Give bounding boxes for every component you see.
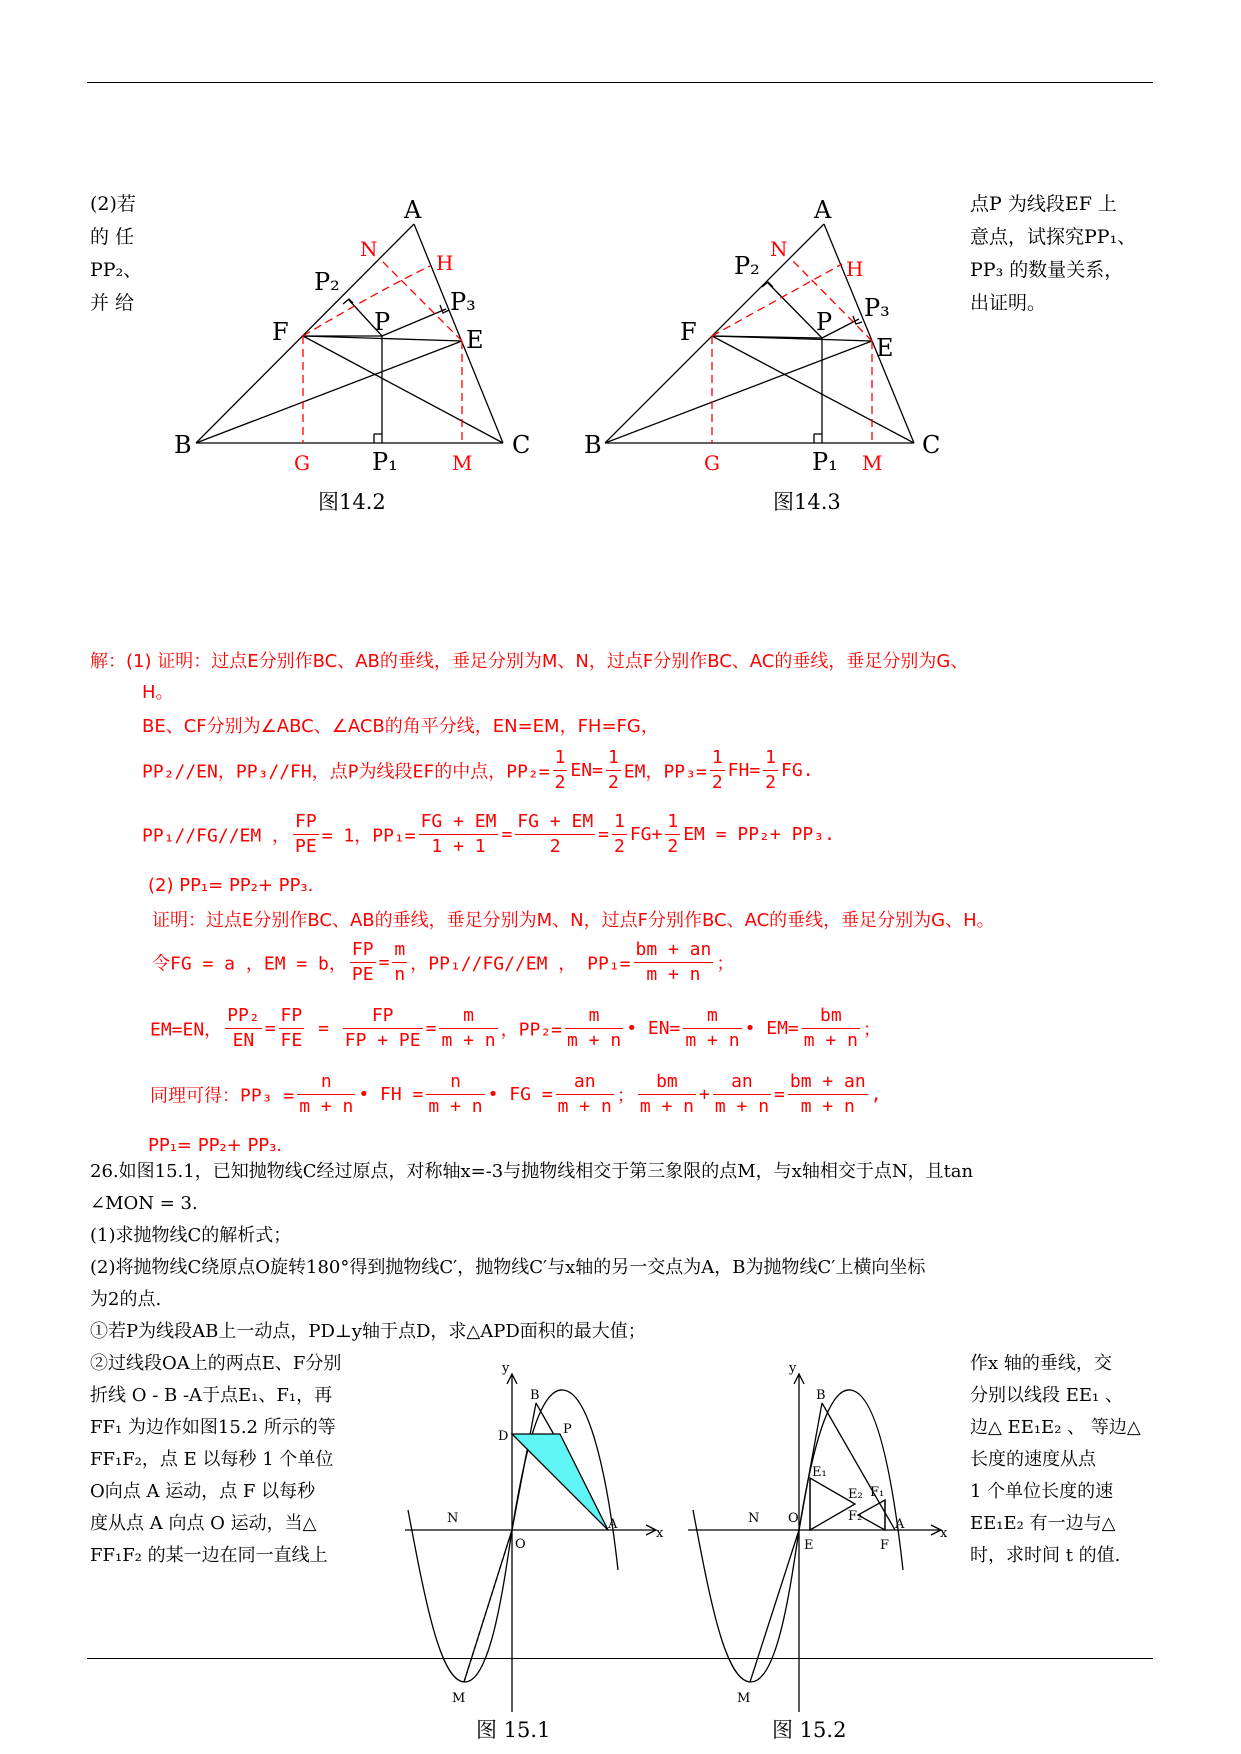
label-M: M bbox=[452, 451, 473, 475]
q26-right-4: 长度的速度从点 bbox=[970, 1449, 1096, 1470]
label-N: N bbox=[360, 237, 378, 261]
solution-line-4: PP₁//FG//EM ， $\frac{FP}{PE}$ = 1，PP₁= $\frac{FG + EM}{1 + 1}$ = $\frac{FG + EM}{2}$ = $\frac{1}{2}$ FG+ $\frac{1}{2}$ EM = PP₂+ PP₃. bbox=[142, 811, 835, 857]
label-F: F bbox=[272, 318, 289, 346]
label-P3-2: P₃ bbox=[864, 294, 890, 322]
label-A2: A bbox=[814, 196, 832, 224]
fig2-label-F2: F₂ bbox=[848, 1509, 863, 1524]
q26-right-2: 分别以线段 EE₁ 、 bbox=[970, 1385, 1123, 1406]
fig1-label-M: M bbox=[452, 1691, 466, 1706]
label-M2: M bbox=[862, 451, 883, 475]
q25-left-1: (2)若 bbox=[90, 193, 136, 215]
q26-right-5: 1 个单位长度的速 bbox=[970, 1481, 1114, 1502]
fig2-label-E2: E₂ bbox=[848, 1487, 863, 1502]
solution-line-1b: H。 bbox=[142, 682, 174, 703]
q26-left-6: 度从点 A 向点 O 运动，当△ bbox=[90, 1513, 317, 1534]
label-B: B bbox=[174, 431, 192, 459]
q26-left-1: ②过线段OA上的两点E、F分别 bbox=[90, 1353, 342, 1374]
solution-line-5: (2) PP₁= PP₂+ PP₃. bbox=[148, 875, 314, 896]
label-C2: C bbox=[922, 431, 941, 459]
fig2-label-M: M bbox=[737, 1691, 751, 1706]
q25-left-4: 并 给 bbox=[90, 292, 135, 314]
fig1-label-B: B bbox=[530, 1388, 540, 1403]
label-P2-2: P₂ bbox=[734, 252, 760, 280]
label-E2: E bbox=[876, 334, 894, 362]
label-F2: F bbox=[680, 318, 697, 346]
fig2-label-O: O bbox=[788, 1511, 799, 1526]
figure-14-2 bbox=[160, 185, 550, 475]
figure-15-1 bbox=[400, 1350, 670, 1730]
label-N2: N bbox=[770, 237, 788, 261]
fig2-label-E1: E₁ bbox=[812, 1465, 827, 1480]
q25-right-1: 点P 为线段EF 上 bbox=[970, 193, 1117, 215]
label-C: C bbox=[512, 431, 531, 459]
label-P-2: P bbox=[816, 308, 833, 336]
label-P1-2: P₁ bbox=[812, 448, 838, 475]
fig2-label-F1: F₁ bbox=[870, 1485, 885, 1500]
q26-right-1: 作x 轴的垂线，交 bbox=[970, 1353, 1112, 1374]
q26-left-3: FF₁ 为边作如图15.2 所示的等 bbox=[90, 1417, 336, 1438]
q25-right-4: 出证明。 bbox=[970, 292, 1047, 314]
q25-left-3: PP₂、 bbox=[90, 259, 143, 281]
q26-line-5: 为2的点. bbox=[90, 1289, 162, 1310]
label-P1: P₁ bbox=[372, 448, 398, 475]
caption-fig-14-2: 图14.2 bbox=[318, 490, 386, 514]
solution-line-2: BE、CF分别为∠ABC、∠ACB的角平分线，EN=EM，FH=FG， bbox=[142, 716, 659, 737]
solution-line-1: 解：(1) 证明：过点E分别作BC、AB的垂线，垂足分别为M、N，过点F分别作BC、AC的垂线，垂足分别为G、 bbox=[90, 651, 969, 672]
fig1-label-D: D bbox=[498, 1429, 509, 1444]
fig2-label-E: E bbox=[804, 1538, 814, 1553]
q26-right-7: 时，求时间 t 的值. bbox=[970, 1545, 1121, 1566]
fig2-label-A: A bbox=[895, 1517, 905, 1532]
label-H: H bbox=[436, 251, 454, 275]
header-rule bbox=[87, 82, 1153, 83]
q26-right-3: 边△ EE₁E₂ 、 等边△ bbox=[970, 1417, 1141, 1438]
fig2-label-N: N bbox=[748, 1511, 760, 1526]
q26-line-1: 26.如图15.1，已知抛物线C经过原点，对称轴x=-3与抛物线相交于第三象限的点M，与x轴相交于点N，且tan bbox=[90, 1161, 974, 1182]
fig2-label-F: F bbox=[880, 1538, 890, 1553]
fig1-label-O: O bbox=[515, 1537, 526, 1552]
q26-left-5: O向点 A 运动，点 F 以每秒 bbox=[90, 1481, 316, 1502]
solution-line-6: 证明：过点E分别作BC、AB的垂线，垂足分别为M、N，过点F分别作BC、AC的垂线，垂足分别为G、H。 bbox=[152, 910, 995, 931]
solution-line-7: 令FG = a ，EM = b， $\frac{FP}{PE}$ = $\frac{m}{n}$ ，PP₁//FG//EM ， PP₁= $\frac{bm + an}{m + n}$ ； bbox=[152, 939, 735, 985]
label-P3: P₃ bbox=[450, 288, 476, 316]
fig1-label-y: y bbox=[502, 1361, 510, 1376]
fig2-label-B: B bbox=[816, 1388, 826, 1403]
q26-right-6: EE₁E₂ 有一边与△ bbox=[970, 1513, 1116, 1534]
figure-14-3 bbox=[580, 185, 960, 475]
q26-line-3: (1)求抛物线C的解析式； bbox=[90, 1225, 292, 1246]
q26-line-2: ∠MON = 3. bbox=[90, 1193, 198, 1214]
fig1-label-x: x bbox=[656, 1526, 664, 1541]
label-G: G bbox=[294, 451, 310, 475]
fig2-label-y: y bbox=[789, 1361, 797, 1376]
caption-fig-15-1: 图 15.1 bbox=[476, 1718, 551, 1742]
solution-line-8: EM=EN， $\frac{\text{PP₂}}{EN}$ = $\frac{FP}{FE}$ = $\frac{FP}{FP + PE}$ = $\frac{m}{m + n}$ ，PP₂= $\frac{m}{m + n}$ • EN= $\frac{m}{m + n}$ • EM= $\frac{bm}{m + n}$ ； bbox=[150, 1005, 881, 1051]
solution-line-3: PP₂//EN，PP₃//FH，点P为线段EF的中点，PP₂= $\frac{1}{2}$ EN= $\frac{1}{2}$ EM，PP₃= $\frac{1}{2}$ FH= $\frac{1}{2}$ FG. bbox=[142, 747, 814, 793]
label-A: A bbox=[404, 196, 422, 224]
q25-right-2: 意点，试探究PP₁、 bbox=[970, 226, 1137, 248]
solution-line-9: 同理可得：PP₃ = $\frac{n}{m + n}$ • FH = $\frac{n}{m + n}$ • FG = $\frac{an}{m + n}$ ； $\frac{bm}{m + n}$ + $\frac{an}{m + n}$ = $\frac{bm + an}{m + n}$ , bbox=[150, 1071, 882, 1117]
fig2-label-x: x bbox=[940, 1526, 948, 1541]
q26-line-4: (2)将抛物线C绕原点O旋转180°得到抛物线C′，抛物线C′与x轴的另一交点为A，B为抛物线C′上横向坐标 bbox=[90, 1257, 926, 1278]
solution-line-10: PP₁= PP₂+ PP₃. bbox=[148, 1135, 283, 1156]
q25-left-2: 的 任 bbox=[90, 226, 135, 248]
label-H2: H bbox=[846, 257, 864, 281]
q26-line-6: ①若P为线段AB上一动点，PD⊥y轴于点D，求△APD面积的最大值； bbox=[90, 1321, 646, 1342]
q26-left-7: FF₁F₂ 的某一边在同一直线上 bbox=[90, 1545, 328, 1566]
q26-left-4: FF₁F₂，点 E 以每秒 1 个单位 bbox=[90, 1449, 334, 1470]
q26-left-2: 折线 O - B -A于点E₁、F₁，再 bbox=[90, 1385, 333, 1406]
label-P2: P₂ bbox=[314, 268, 340, 296]
figure-15-2 bbox=[685, 1350, 955, 1730]
label-B2: B bbox=[584, 431, 602, 459]
fig1-label-N: N bbox=[447, 1511, 459, 1526]
label-P: P bbox=[374, 308, 391, 336]
label-G2: G bbox=[704, 451, 720, 475]
label-E: E bbox=[466, 326, 484, 354]
fig1-label-P: P bbox=[563, 1422, 572, 1437]
caption-fig-14-3: 图14.3 bbox=[773, 490, 841, 514]
q25-right-3: PP₃ 的数量关系， bbox=[970, 259, 1124, 281]
fig1-label-A: A bbox=[608, 1517, 618, 1532]
caption-fig-15-2: 图 15.2 bbox=[772, 1718, 847, 1742]
